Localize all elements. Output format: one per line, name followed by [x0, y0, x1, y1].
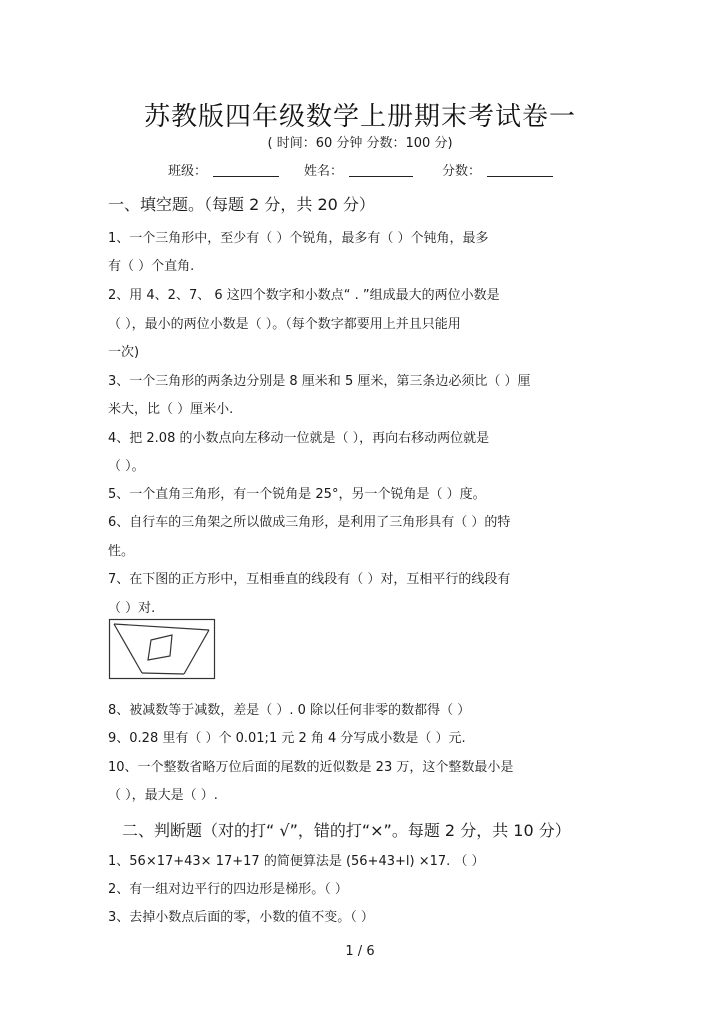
question-line: 1、56×17+43× 17+17 的简便算法是 (56+43+l) ×17. （ ）: [108, 854, 485, 869]
score-field: [442, 160, 553, 179]
question-line: 2、有一组对边平行的四边形是梯形。（ ）: [108, 882, 348, 897]
name-blank: [349, 175, 413, 177]
figure-line: [114, 624, 209, 630]
question-line: 米大，比（ ）厘米小.: [108, 402, 234, 417]
question-line: 4、把 2.08 的小数点向左移动一位就是（ ），再向右移动两位就是: [108, 431, 490, 446]
question-line: 3、一个三角形的两条边分别是 8 厘米和 5 厘米，第三条边必须比（ ）厘: [108, 374, 531, 389]
page-title: 苏教版四年级数学上册期末考试卷一: [143, 102, 576, 132]
score-blank: [487, 175, 553, 177]
section-true-false-heading: 二、判断题（对的打“ √”，错的打“×”。每题 2 分，共 10 分）: [122, 821, 571, 840]
question-line: 10、一个整数省略万位后面的尾数的近似数是 23 万，这个整数最小是: [108, 760, 514, 775]
question-line: 1、一个三角形中，至少有（ ）个锐角，最多有（ ）个钝角，最多: [108, 231, 489, 246]
class-field: [168, 160, 279, 179]
name-field: [304, 160, 413, 179]
page-number: 1 / 6: [345, 944, 375, 959]
question-line: 8、被减数等于减数，差是（ ）. 0 除以任何非零的数都得（ ）: [108, 703, 471, 718]
question-line: （ ），最小的两位小数是（ ）。（每个数字都要用上并且只能用: [108, 317, 461, 332]
question-line: 7、在下图的正方形中，互相垂直的线段有（ ）对，互相平行的线段有: [108, 572, 511, 587]
question-line: （ ）对.: [108, 601, 156, 616]
question-line: 一次): [108, 345, 140, 360]
question-line: 2、用 4、2、7、 6 这四个数字和小数点“ . ”组成最大的两位小数是: [108, 288, 500, 303]
figure-inner-quad: [148, 635, 172, 660]
figure-line: [184, 630, 209, 674]
question-line: 3、去掉小数点后面的零，小数的值不变。（ ）: [108, 910, 374, 925]
name-label: 姓名：: [304, 164, 344, 179]
class-blank: [213, 175, 279, 177]
question-line: 性。: [108, 544, 135, 559]
question-line: 6、自行车的三角架之所以做成三角形，是利用了三角形具有（ ）的特: [108, 515, 511, 530]
question-line: （ ），最大是（ ）.: [108, 788, 218, 803]
score-label: 分数：: [442, 164, 482, 179]
question-line: （ ）。: [108, 459, 145, 474]
figure-line: [114, 624, 142, 673]
exam-time-score: ( 时间：60 分钟 分数：100 分): [267, 136, 453, 151]
class-label: 班级：: [168, 164, 208, 179]
square-figure: [108, 618, 216, 680]
figure-line: [142, 673, 184, 674]
question-line: 5、一个直角三角形，有一个锐角是 25°，另一个锐角是（ ）度。: [108, 487, 486, 502]
section-fill-blank-heading: 一、填空题。（每题 2 分，共 20 分）: [108, 195, 375, 214]
question-line: 9、0.28 里有（ ）个 0.01;1 元 2 角 4 分写成小数是（ ）元.: [108, 731, 466, 746]
question-line: 有（ ）个直角.: [108, 259, 195, 274]
